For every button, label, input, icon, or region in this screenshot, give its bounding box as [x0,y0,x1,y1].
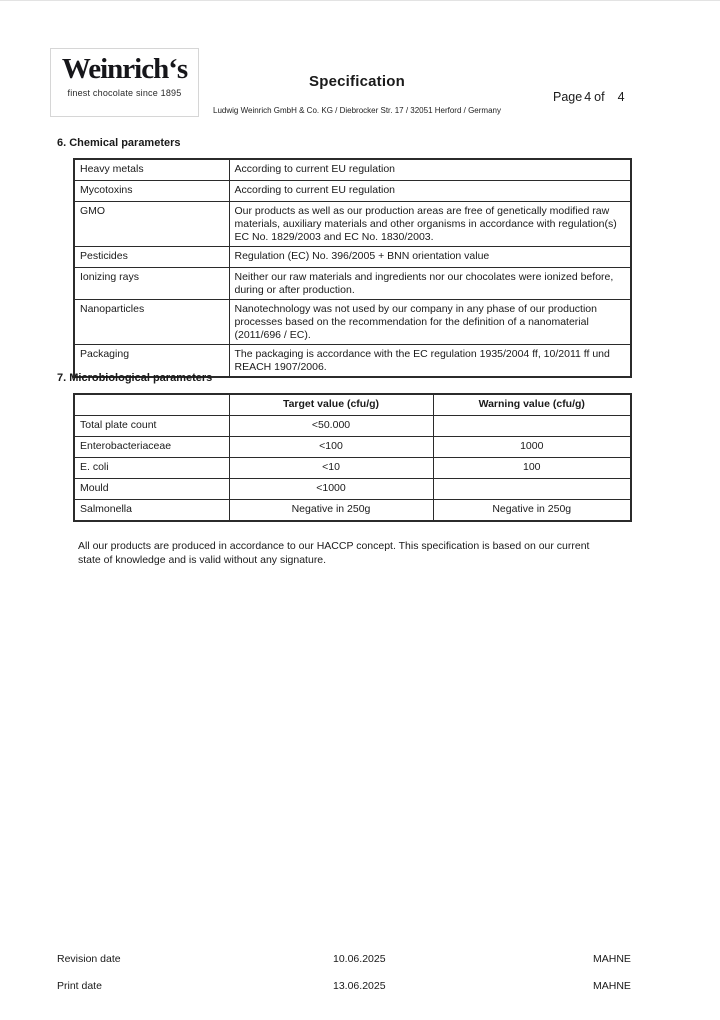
page-of-label: of [594,90,605,104]
target-value-cell: <100 [229,437,433,458]
revision-date-row [57,953,657,969]
header-target-cell: Target value (cfu/g) [229,394,433,416]
param-label-cell: Nanoparticles [74,300,229,345]
haccp-note: All our products are produced in accordance to our HACCP concept. This specification is based on our current state of knowledge and is valid without any signature. [78,540,590,566]
logo-tagline: finest chocolate since 1895 [67,88,182,98]
print-author: MAHNE [593,980,631,992]
target-value-cell: Negative in 250g [229,500,433,522]
table-row [74,268,631,300]
warning-value-cell: 1000 [433,437,631,458]
header-empty-cell [74,394,229,416]
page-label: Page [553,90,583,104]
param-label-cell: Salmonella [74,500,229,522]
table-row [74,159,631,181]
revision-date-label: Revision date [57,953,121,965]
param-label-cell: E. coli [74,458,229,479]
param-label-cell: Enterobacteriaceae [74,437,229,458]
print-date-row [57,980,657,996]
page-indicator [553,90,625,104]
param-value-cell: The packaging is accordance with the EC regulation 1935/2004 ff, 10/2011 ff und REACH 1907/2006. [229,345,631,378]
warning-value-cell [433,479,631,500]
table-row [74,479,631,500]
param-label-cell: Mould [74,479,229,500]
target-value-cell: <10 [229,458,433,479]
param-label-cell: Heavy metals [74,159,229,181]
company-address: Ludwig Weinrich GmbH & Co. KG / Diebrocker Str. 17 / 32051 Herford / Germany [213,106,501,115]
warning-value-cell: 100 [433,458,631,479]
param-label-cell: GMO [74,202,229,247]
target-value-cell: <50.000 [229,416,433,437]
warning-value-cell [433,416,631,437]
target-value-cell: <1000 [229,479,433,500]
page-current-number: 4 [584,90,592,104]
revision-author: MAHNE [593,953,631,965]
param-value-cell: Our products as well as our production areas are free of genetically modified raw materials, auxiliary materials and other organisms in accordance with regulation(s) EC No. 1829/2003 and EC No. 1830/2003. [229,202,631,247]
param-label-cell: Pesticides [74,247,229,268]
param-label-cell: Packaging [74,345,229,378]
param-value-cell: Regulation (EC) No. 396/2005 + BNN orientation value [229,247,631,268]
document-title: Specification [309,73,405,90]
microbiological-parameters-table [73,393,632,522]
table-row [74,181,631,202]
table-row [74,437,631,458]
table-header-row [74,394,631,416]
print-date-value: 13.06.2025 [333,980,386,992]
param-label-cell: Ionizing rays [74,268,229,300]
table-row [74,300,631,345]
param-value-cell: According to current EU regulation [229,159,631,181]
param-value-cell: Neither our raw materials and ingredients nor our chocolates were ionized before, during or after production. [229,268,631,300]
page-total-number: 4 [617,90,625,104]
param-label-cell: Total plate count [74,416,229,437]
param-value-cell: According to current EU regulation [229,181,631,202]
header-warning-cell: Warning value (cfu/g) [433,394,631,416]
param-value-cell: Nanotechnology was not used by our company in any phase of our production processes based on the recommendation for the definition of a nanomaterial (2011/696 / EC). [229,300,631,345]
chemical-parameters-table [73,158,632,378]
param-label-cell: Mycotoxins [74,181,229,202]
section-heading-microbiological: 7. Microbiological parameters [57,372,213,384]
revision-date-value: 10.06.2025 [333,953,386,965]
logo-brand-text: Weinrich‘s [61,53,188,85]
table-row [74,247,631,268]
table-row [74,416,631,437]
warning-value-cell: Negative in 250g [433,500,631,522]
section-heading-chemical: 6. Chemical parameters [57,137,181,149]
table-row [74,202,631,247]
table-row [74,458,631,479]
table-row [74,500,631,522]
print-date-label: Print date [57,980,102,992]
